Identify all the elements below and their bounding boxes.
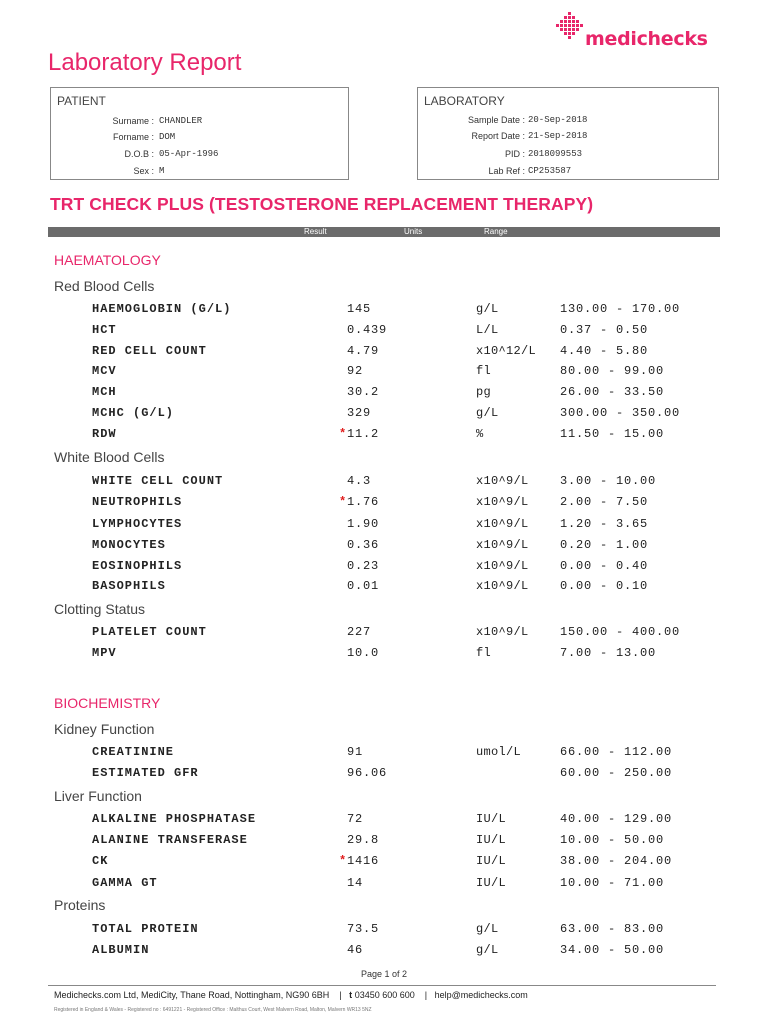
test-name: HAEMOGLOBIN (G/L) xyxy=(92,302,232,316)
lab-report-date-row xyxy=(418,130,720,142)
haematology-heading: HAEMATOLOGY xyxy=(54,252,161,268)
result-units: g/L xyxy=(476,943,499,957)
proteins-heading: Proteins xyxy=(54,897,106,913)
reference-range: 63.00 - 83.00 xyxy=(560,922,665,936)
result-units: fl xyxy=(476,364,492,378)
test-name: RED CELL COUNT xyxy=(92,344,207,358)
test-name: TOTAL PROTEIN xyxy=(92,922,199,936)
footer-email[interactable]: help@medichecks.com xyxy=(434,990,528,1000)
result-units: g/L xyxy=(476,406,499,420)
reference-range: 0.20 - 1.00 xyxy=(560,538,649,552)
lab-pid-row xyxy=(418,148,720,160)
result-row xyxy=(0,943,768,959)
report-date-label: Report Date : xyxy=(471,131,525,141)
page-number: Page 1 of 2 xyxy=(360,969,408,979)
range-column-header: Range xyxy=(484,227,508,236)
result-units: x10^9/L xyxy=(476,495,529,509)
test-name: MPV xyxy=(92,646,117,660)
result-row xyxy=(0,559,768,575)
sample-date-label: Sample Date : xyxy=(467,115,525,125)
result-units: g/L xyxy=(476,302,499,316)
result-row xyxy=(0,922,768,938)
result-value: 91 xyxy=(347,745,364,759)
column-header-bar xyxy=(48,227,720,237)
result-value: 1.90 xyxy=(347,517,380,531)
abnormal-flag: * xyxy=(339,495,347,509)
result-units: umol/L xyxy=(476,745,522,759)
result-units: IU/L xyxy=(476,854,507,868)
test-name: HCT xyxy=(92,323,117,337)
result-row xyxy=(0,538,768,554)
result-value: 1.76 xyxy=(347,495,380,509)
lab-ref-row xyxy=(418,165,720,177)
logo-wordmark: medichecks xyxy=(585,28,708,50)
dob-label: D.O.B : xyxy=(124,149,154,159)
pid-value: 2018099553 xyxy=(528,149,583,159)
kidney-function-heading: Kidney Function xyxy=(54,721,155,737)
result-row xyxy=(0,579,768,595)
footer-separator: | xyxy=(339,990,342,1000)
abnormal-flag: * xyxy=(339,854,347,868)
result-units: % xyxy=(476,427,484,441)
test-name: BASOPHILS xyxy=(92,579,166,593)
laboratory-heading: LABORATORY xyxy=(424,94,505,108)
test-name: ESTIMATED GFR xyxy=(92,766,199,780)
reference-range: 10.00 - 50.00 xyxy=(560,833,665,847)
test-name: MCV xyxy=(92,364,117,378)
result-value: 0.439 xyxy=(347,323,388,337)
result-row xyxy=(0,344,768,360)
liver-function-heading: Liver Function xyxy=(54,788,142,804)
test-name: CK xyxy=(92,854,109,868)
result-value: 96.06 xyxy=(347,766,388,780)
surname-value: CHANDLER xyxy=(159,116,203,126)
result-value: 4.3 xyxy=(347,474,372,488)
patient-heading: PATIENT xyxy=(57,94,106,108)
reference-range: 11.50 - 15.00 xyxy=(560,427,665,441)
reference-range: 7.00 - 13.00 xyxy=(560,646,657,660)
dob-value: 05-Apr-1996 xyxy=(159,149,219,159)
reference-range: 80.00 - 99.00 xyxy=(560,364,665,378)
surname-label: Surname : xyxy=(112,116,154,126)
result-row xyxy=(0,766,768,782)
report-date-value: 21-Sep-2018 xyxy=(528,131,588,141)
result-value: 227 xyxy=(347,625,372,639)
result-row xyxy=(0,364,768,380)
result-value: 4.79 xyxy=(347,344,380,358)
result-value: 0.23 xyxy=(347,559,380,573)
result-value: 72 xyxy=(347,812,364,826)
patient-forname-row xyxy=(51,131,350,143)
reference-range: 0.37 - 0.50 xyxy=(560,323,649,337)
result-value: 92 xyxy=(347,364,364,378)
reference-range: 26.00 - 33.50 xyxy=(560,385,665,399)
test-name: GAMMA GT xyxy=(92,876,158,890)
lab-ref-value: CP253587 xyxy=(528,166,572,176)
result-value: 11.2 xyxy=(347,427,380,441)
sex-label: Sex : xyxy=(133,166,154,176)
result-value: 329 xyxy=(347,406,372,420)
result-value: 29.8 xyxy=(347,833,380,847)
result-units: x10^12/L xyxy=(476,344,537,358)
test-name: MONOCYTES xyxy=(92,538,166,552)
result-row xyxy=(0,517,768,533)
footer-address: Medichecks.com Ltd, MediCity, Thane Road, Nottingham, NG90 6BH xyxy=(54,990,330,1000)
result-value: 30.2 xyxy=(347,385,380,399)
patient-surname-row xyxy=(51,115,350,127)
footer-separator: | xyxy=(424,990,428,1000)
result-value: 46 xyxy=(347,943,364,957)
result-units: x10^9/L xyxy=(476,625,529,639)
result-units: g/L xyxy=(476,922,499,936)
units-column-header: Units xyxy=(404,227,423,236)
result-units: pg xyxy=(476,385,492,399)
reference-range: 3.00 - 10.00 xyxy=(560,474,657,488)
result-row xyxy=(0,302,768,318)
reference-range: 150.00 - 400.00 xyxy=(560,625,681,639)
lab-ref-label: Lab Ref : xyxy=(488,166,525,176)
sample-date-value: 20-Sep-2018 xyxy=(528,115,588,125)
reference-range: 2.00 - 7.50 xyxy=(560,495,649,509)
report-title: Laboratory Report xyxy=(48,49,242,76)
result-row xyxy=(0,406,768,422)
pid-label: PID : xyxy=(504,149,525,159)
phone-prefix: t xyxy=(349,990,353,1000)
reference-range: 40.00 - 129.00 xyxy=(560,812,673,826)
reference-range: 0.00 - 0.10 xyxy=(560,579,649,593)
result-units: x10^9/L xyxy=(476,579,529,593)
reference-range: 34.00 - 50.00 xyxy=(560,943,665,957)
result-row xyxy=(0,745,768,761)
result-units: x10^9/L xyxy=(476,474,529,488)
result-value: 10.0 xyxy=(347,646,380,660)
test-name: LYMPHOCYTES xyxy=(92,517,183,531)
forname-value: DOM xyxy=(159,132,176,142)
test-name: RDW xyxy=(92,427,117,441)
result-row xyxy=(0,323,768,339)
patient-sex-row xyxy=(51,165,350,177)
result-row xyxy=(0,427,768,443)
result-row xyxy=(0,385,768,401)
reference-range: 130.00 - 170.00 xyxy=(560,302,681,316)
test-name: MCHC (G/L) xyxy=(92,406,175,420)
reference-range: 300.00 - 350.00 xyxy=(560,406,681,420)
abnormal-flag: * xyxy=(339,427,347,441)
result-units: x10^9/L xyxy=(476,538,529,552)
footer-registration: Registered in England & Wales - Registered no : 6491221 - Registered Office : Malthus Court, West Malvern Road, Malton, Malvern WR13 5NZ xyxy=(54,1007,372,1013)
red-blood-cells-heading: Red Blood Cells xyxy=(54,278,155,294)
reference-range: 4.40 - 5.80 xyxy=(560,344,649,358)
reference-range: 60.00 - 250.00 xyxy=(560,766,673,780)
reference-range: 10.00 - 71.00 xyxy=(560,876,665,890)
result-units: x10^9/L xyxy=(476,517,529,531)
test-name: EOSINOPHILS xyxy=(92,559,183,573)
medichecks-logo xyxy=(556,12,716,54)
result-row xyxy=(0,646,768,662)
test-name: CREATININE xyxy=(92,745,175,759)
laboratory-box xyxy=(417,87,719,180)
test-name: ALANINE TRANSFERASE xyxy=(92,833,248,847)
result-row xyxy=(0,812,768,828)
test-name: WHITE CELL COUNT xyxy=(92,474,224,488)
result-row xyxy=(0,854,768,870)
sex-value: M xyxy=(159,166,165,176)
result-units: L/L xyxy=(476,323,499,337)
footer-contact xyxy=(54,990,528,1000)
patient-box xyxy=(50,87,349,180)
footer-divider xyxy=(48,985,716,986)
result-row xyxy=(0,876,768,892)
test-name: MCH xyxy=(92,385,117,399)
test-name: PLATELET COUNT xyxy=(92,625,207,639)
result-units: IU/L xyxy=(476,812,507,826)
result-row xyxy=(0,495,768,511)
result-value: 1416 xyxy=(347,854,380,868)
result-units: fl xyxy=(476,646,492,660)
result-units: x10^9/L xyxy=(476,559,529,573)
result-value: 0.01 xyxy=(347,579,380,593)
clotting-status-heading: Clotting Status xyxy=(54,601,146,617)
test-name: ALKALINE PHOSPHATASE xyxy=(92,812,257,826)
result-value: 14 xyxy=(347,876,364,890)
test-name: ALBUMIN xyxy=(92,943,150,957)
biochemistry-heading: BIOCHEMISTRY xyxy=(54,695,161,711)
forname-label: Forname : xyxy=(112,132,154,142)
result-units: IU/L xyxy=(476,833,507,847)
test-title: TRT CHECK PLUS (TESTOSTERONE REPLACEMENT THERAPY) xyxy=(50,194,594,214)
result-value: 73.5 xyxy=(347,922,380,936)
reference-range: 0.00 - 0.40 xyxy=(560,559,649,573)
reference-range: 38.00 - 204.00 xyxy=(560,854,673,868)
patient-dob-row xyxy=(51,148,350,160)
logo-dots-icon xyxy=(556,12,586,50)
result-row xyxy=(0,625,768,641)
result-value: 0.36 xyxy=(347,538,380,552)
lab-sample-date-row xyxy=(418,114,720,126)
reference-range: 66.00 - 112.00 xyxy=(560,745,673,759)
result-row xyxy=(0,833,768,849)
result-units: IU/L xyxy=(476,876,507,890)
reference-range: 1.20 - 3.65 xyxy=(560,517,649,531)
result-column-header: Result xyxy=(304,227,327,236)
test-name: NEUTROPHILS xyxy=(92,495,183,509)
result-value: 145 xyxy=(347,302,372,316)
result-row xyxy=(0,474,768,490)
white-blood-cells-heading: White Blood Cells xyxy=(54,449,165,465)
footer-phone: 03450 600 600 xyxy=(354,990,415,1000)
